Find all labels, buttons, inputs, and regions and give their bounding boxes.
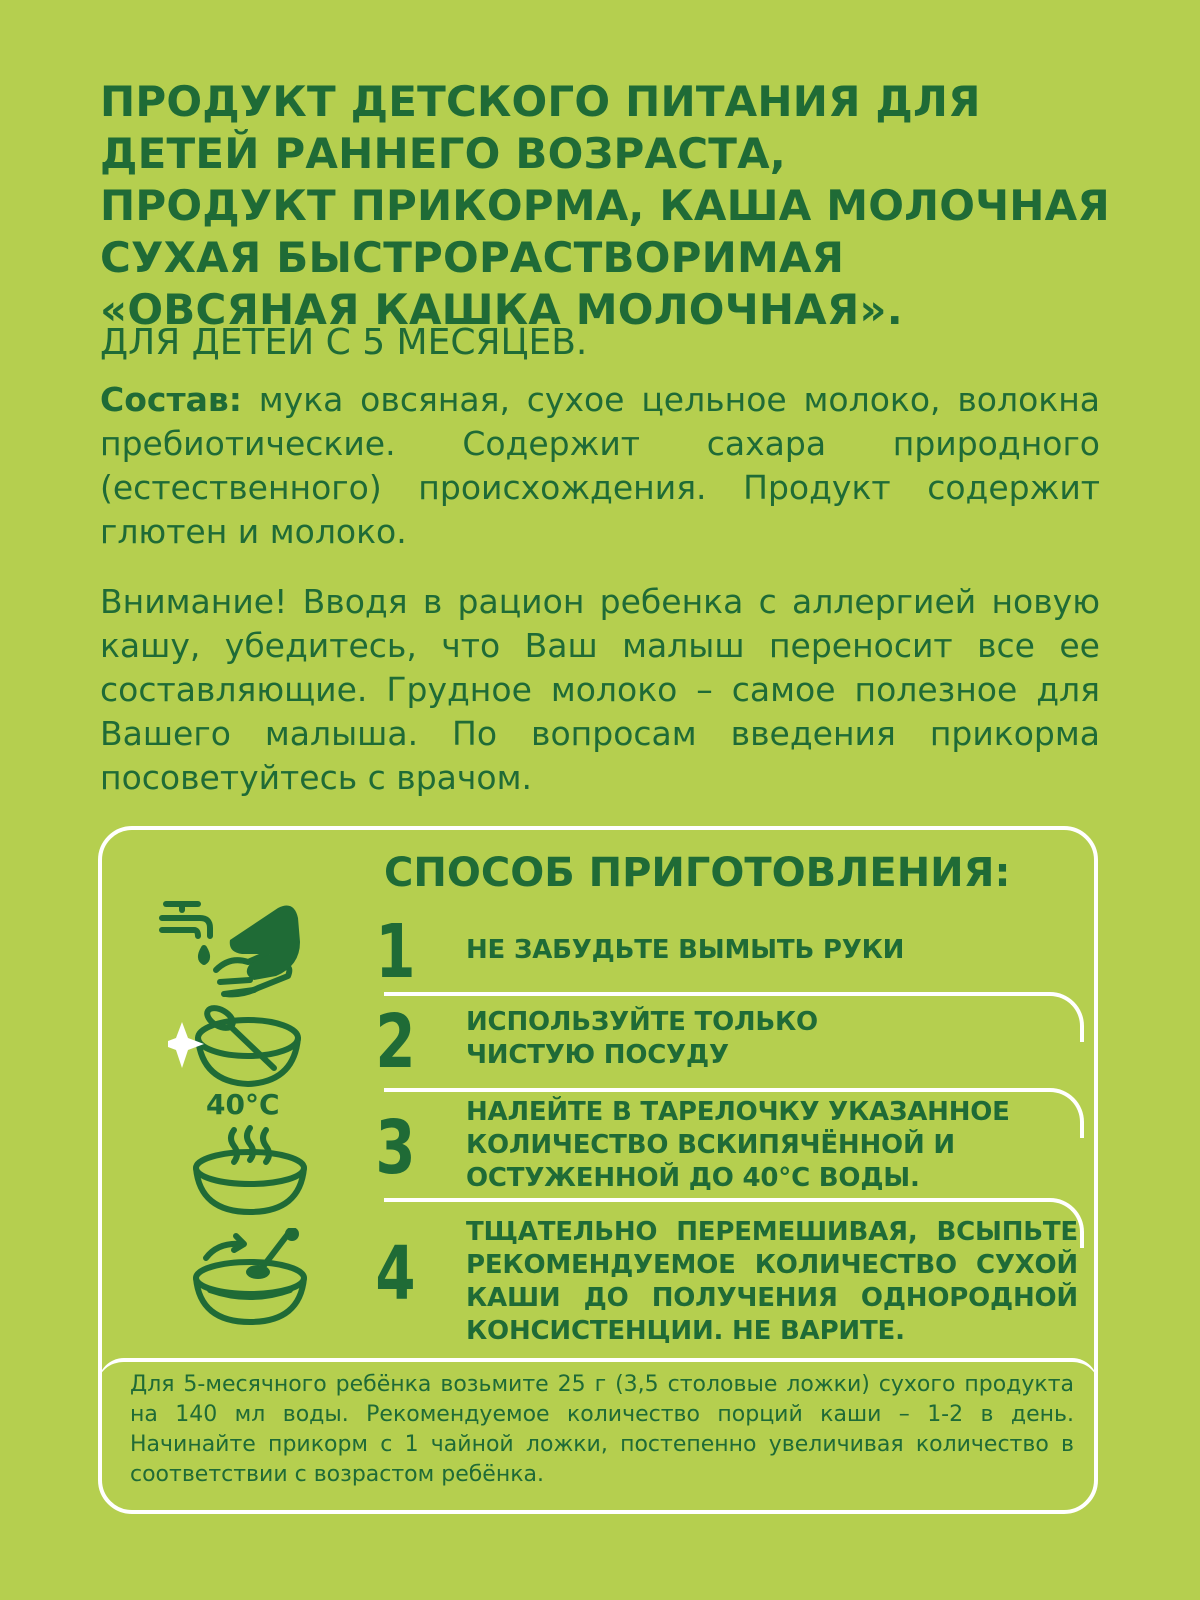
step-number: 1 (375, 909, 416, 995)
product-title (100, 76, 1110, 336)
step-text: НЕ ЗАБУДЬТЕ ВЫМЫТЬ РУКИ (466, 935, 905, 965)
serving-note: Для 5-месячного ребёнка возьмите 25 г (3,5 столовые ложки) сухого продукта на 140 мл воды. Рекомендуемое количество порций каши – 1-2 в день. Начинайте прикорм с 1 чайной ложки, постепенно увеличивая количество в соответствии с возрастом ребёнка. (130, 1372, 1074, 1487)
temperature-label: 40°C (206, 1088, 280, 1121)
age-recommendation: ДЛЯ ДЕТЕЙ С 5 МЕСЯЦЕВ. (100, 322, 588, 363)
stir-bowl-icon (188, 1228, 312, 1326)
composition-text: мука овсяная, сухое цельное молоко, волокна пребиотические. Содержит сахара природного (естественного) происхождения. Продукт содержит глютен и молоко. (100, 380, 1100, 551)
title-line: ПРОДУКТ ПРИКОРМА, КАША МОЛОЧНАЯ (100, 181, 1110, 230)
composition-label: Состав: (100, 380, 242, 419)
preparation-title: СПОСОБ ПРИГОТОВЛЕНИЯ: (384, 850, 1011, 896)
composition-paragraph (100, 378, 1100, 554)
warning-paragraph: Внимание! Вводя в рацион ребенка с аллергией новую кашу, убедитесь, что Ваш малыш переносит все ее составляющие. Грудное молоко – самое полезное для Вашего малыша. По вопросам введения прикорма посоветуйтесь с врачом. (100, 582, 1100, 797)
step-number: 4 (375, 1231, 416, 1317)
step-text: НАЛЕЙТЕ В ТАРЕЛОЧКУ УКАЗАННОЕ КОЛИЧЕСТВО ВСКИПЯЧЁННОЙ И ОСТУЖЕННОЙ ДО 40°С ВОДЫ. (466, 1097, 1010, 1193)
step-number: 2 (375, 999, 416, 1085)
warm-bowl-icon (190, 1124, 310, 1216)
title-line: ПРОДУКТ ДЕТСКОГО ПИТАНИЯ ДЛЯ (100, 77, 981, 126)
clean-bowl-icon (168, 1004, 308, 1090)
step-text: ИСПОЛЬЗУЙТЕ ТОЛЬКО ЧИСТУЮ ПОСУДУ (466, 1007, 818, 1070)
title-line: СУХАЯ БЫСТРОРАСТВОРИМАЯ (100, 233, 845, 282)
step-text: ТЩАТЕЛЬНО ПЕРЕМЕШИВАЯ, ВСЫПЬТЕ РЕКОМЕНДУЕМОЕ КОЛИЧЕСТВО СУХОЙ КАШИ ДО ПОЛУЧЕНИЯ ОДНОРОДНОЙ КОНСИСТЕНЦИИ. НЕ ВАРИТЕ. (466, 1217, 1078, 1346)
step-number: 3 (375, 1105, 416, 1191)
title-line: ДЕТЕЙ РАННЕГО ВОЗРАСТА, (100, 129, 786, 178)
title-line: «ОВСЯНАЯ КАШКА МОЛОЧНАЯ». (100, 285, 903, 334)
hand-wash-icon (158, 896, 308, 1000)
